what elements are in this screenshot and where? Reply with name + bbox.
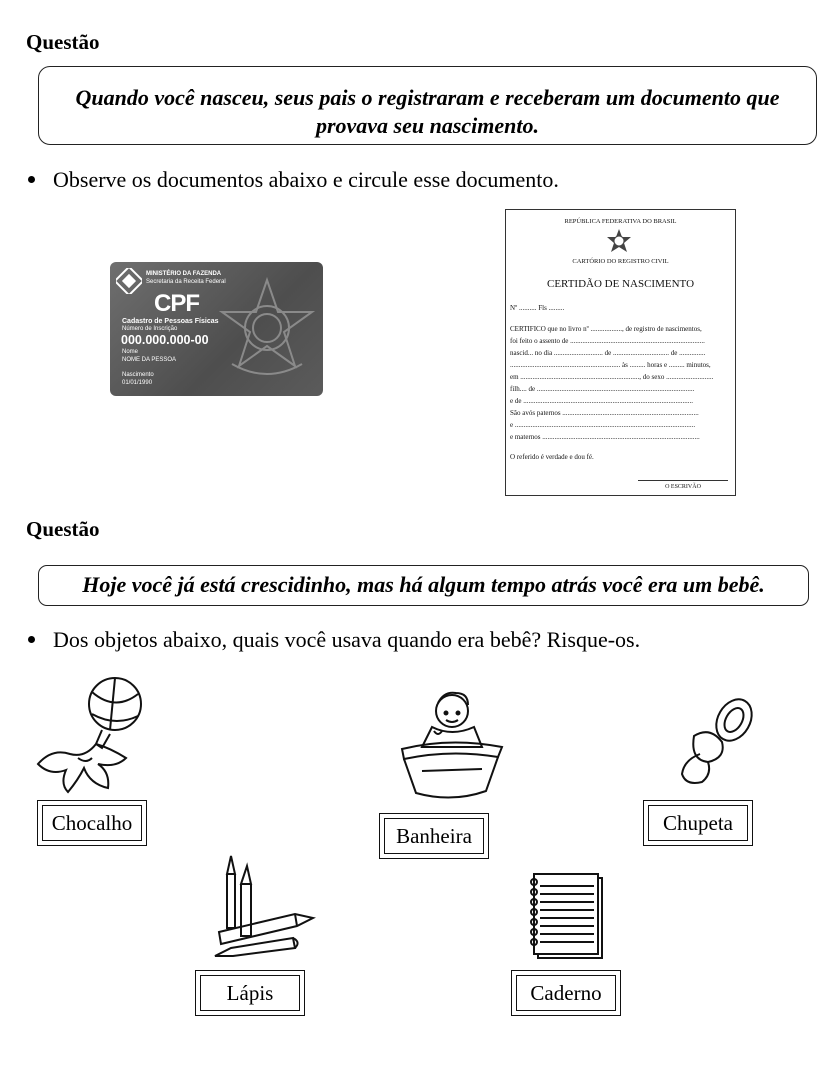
- certidao-line: O referido é verdade e dou fé.: [510, 453, 594, 461]
- certidao-republic: REPÚBLICA FEDERATIVA DO BRASIL: [564, 218, 677, 225]
- chocalho-label[interactable]: [37, 800, 147, 846]
- banheira-label[interactable]: [379, 813, 489, 859]
- certidao-de-nascimento[interactable]: [505, 209, 736, 496]
- question-1-instruction-text: Observe os documentos abaixo e circule esse documento.: [53, 167, 559, 192]
- cpf-secretariat: Secretaria da Receita Federal: [146, 279, 226, 285]
- certidao-line: foi feito o assento de .............................................................................: [510, 337, 705, 345]
- cpf-ministry: MINISTÉRIO DA FAZENDA: [146, 271, 222, 277]
- question-2-title: Questão: [26, 517, 100, 541]
- certidao-signature: O ESCRIVÃO: [665, 484, 701, 490]
- question-2-instruction-text: Dos objetos abaixo, quais você usava quando era bebê? Risque-os.: [53, 627, 641, 652]
- question-2-statement: Hoje você já está crescidinho, mas há algum tempo atrás você era um bebê.: [82, 572, 765, 597]
- brasil-coat-of-arms-icon: [214, 276, 320, 388]
- certidao-line: CERTIFICO que no livro nº .................., de registro de nascimentos,: [510, 325, 702, 333]
- cpf-full-name: Cadastro de Pessoas Físicas: [122, 318, 219, 325]
- question-2-instruction: [28, 627, 640, 653]
- certidao-line: filh.... de ..........................................................................................: [510, 385, 695, 393]
- cpf-acronym: CPF: [154, 290, 199, 317]
- cpf-number: 000.000.000-00: [121, 333, 209, 347]
- bullet-icon: [28, 636, 35, 643]
- caderno-label[interactable]: [511, 970, 621, 1016]
- certidao-line: em ...................................................................., do sexo ...........................: [510, 373, 714, 381]
- chocalho-label-text: Chocalho: [42, 805, 142, 841]
- certidao-line: nascid... no dia ............................ de ................................ de ...............: [510, 349, 706, 357]
- certidao-title: CERTIDÃO DE NASCIMENTO: [546, 278, 695, 290]
- question-1-title: Questão: [26, 30, 100, 54]
- cpf-birth-label: Nascimento: [122, 372, 154, 378]
- certidao-line: Nº .......... Fls .........: [510, 304, 565, 312]
- certidao-line: ............................................................... às ......... horas e ......... minutos,: [510, 361, 711, 369]
- pacifier-icon[interactable]: [664, 688, 764, 794]
- cpf-name-label: Nome: [122, 349, 139, 355]
- signature-line: [638, 480, 728, 481]
- question-1-instruction: [28, 167, 559, 193]
- receita-logo-icon: [116, 268, 142, 294]
- caderno-label-text: Caderno: [516, 975, 616, 1011]
- question-1-statement-line1: Quando você nasceu, seus pais o registraram e receberam um documento que: [75, 85, 780, 110]
- bullet-icon: [28, 176, 35, 183]
- cpf-card[interactable]: [110, 262, 323, 396]
- cpf-name-value: NOME DA PESSOA: [122, 357, 177, 363]
- question-1-statement-line2: provava seu nascimento.: [315, 113, 540, 138]
- certidao-cartorio: CARTÓRIO DO REGISTRO CIVIL: [572, 258, 669, 265]
- chupeta-label-text: Chupeta: [648, 805, 748, 841]
- question-2-statement-box: [38, 565, 809, 606]
- question-1-statement-box: [38, 66, 817, 145]
- cpf-registration-label: Número de Inscrição: [122, 326, 178, 332]
- certidao-line: São avós paternos ..............................................................................: [510, 409, 699, 417]
- lapis-label-text: Lápis: [200, 975, 300, 1011]
- rattle-icon[interactable]: [30, 672, 150, 797]
- chupeta-label[interactable]: [643, 800, 753, 846]
- notebook-icon[interactable]: [524, 872, 608, 962]
- lapis-label[interactable]: [195, 970, 305, 1016]
- certidao-line: e de .................................................................................................: [510, 397, 693, 405]
- certidao-line: e .......................................................................................................: [510, 421, 696, 429]
- certidao-line: e maternos ..........................................................................................: [510, 433, 700, 441]
- cpf-birth-value: 01/01/1990: [122, 380, 153, 386]
- baby-bathtub-icon[interactable]: [382, 685, 518, 809]
- pencils-icon[interactable]: [205, 852, 320, 964]
- banheira-label-text: Banheira: [384, 818, 484, 854]
- brasil-coat-of-arms-icon: [606, 228, 632, 254]
